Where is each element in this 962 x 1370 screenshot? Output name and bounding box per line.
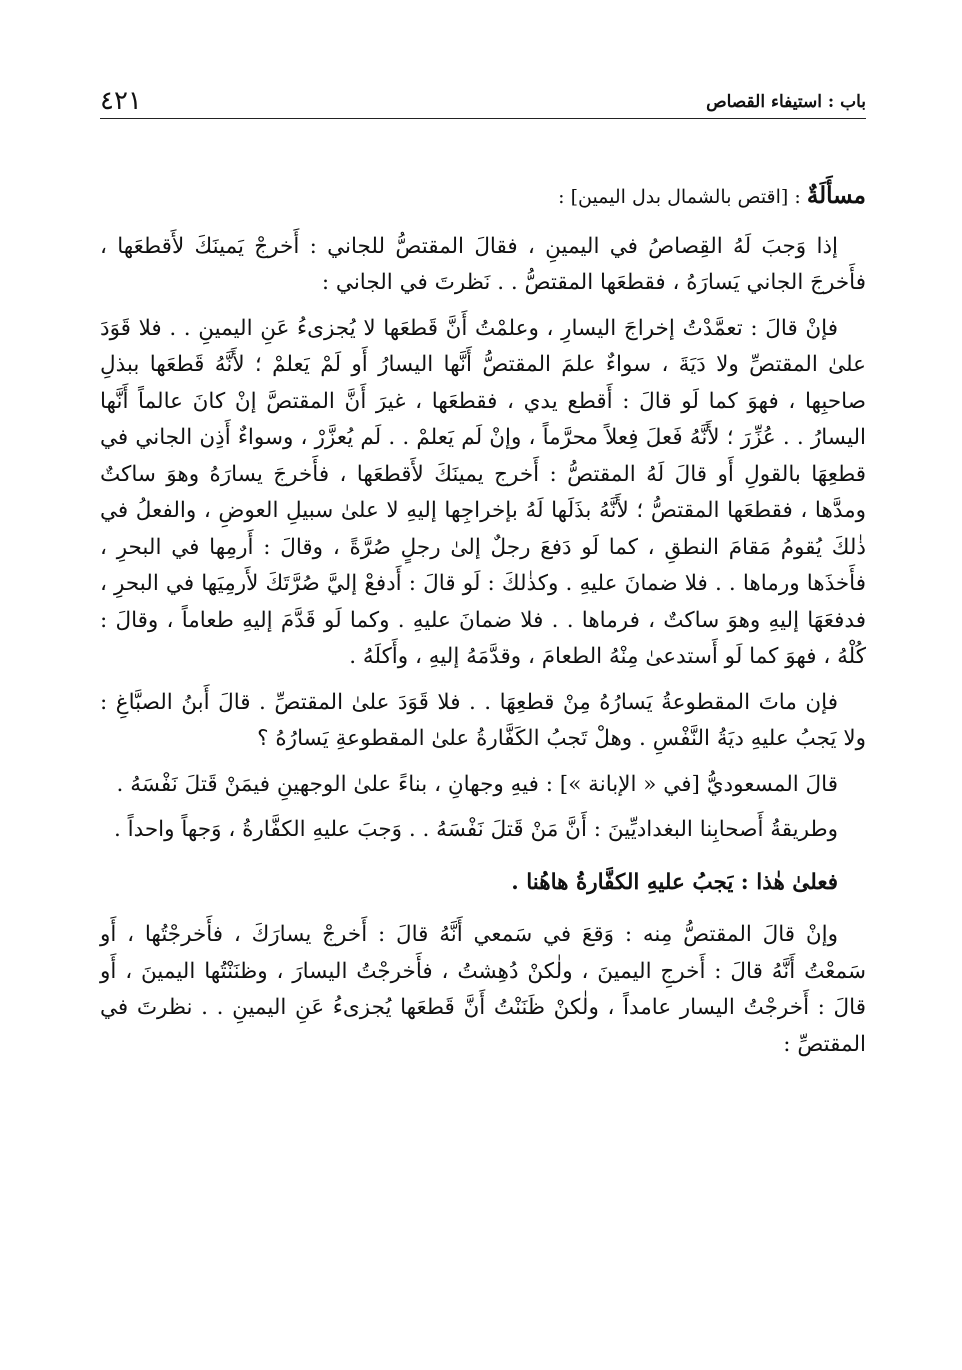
page-number: ٤٢١ [100,86,142,116]
paragraph-4: قالَ المسعوديُّ [في « الإبانة »] : فيهِ وجهانِ ، بناءً علىٰ الوجهينِ فيمَنْ قَتلَ نَفْسَهُ . [116,771,838,797]
page-body [100,178,866,1072]
section-title [100,178,866,216]
paragraph-3: فإن ماتَ المقطوعةُ يَسارُهُ مِنْ قطعِهَا . . فلا قَوَدَ علىٰ المقتصِّ . قالَ أَبنُ الصبَّاغِ : ولا يَجبُ عليهِ ديَةُ النَّفْسِ . وهلْ تَجبُ الكَفَّارةُ علىٰ المقطوعةِ يَسارُهُ ؟ [100,689,866,751]
paragraph-5: وطريقةُ أَصحابِنا البغداديِّينَ : أَنَّ مَنْ قَتلَ نَفْسَهُ . . وَجبَ عليهِ الكفَّارةُ ، وَجهاً واحداً . [113,817,838,842]
section-title-label: مسأَلَةٌ [806,182,866,209]
section-title-rest: : [اقتص بالشمال بدل اليمين] : [558,186,807,208]
running-head: باب : استيفاء القصاص [706,92,866,112]
book-page [100,0,866,1370]
paragraph-2: فإنْ قالَ : تعمَّدْتُ إخراجَ اليسارِ ، وعلمْتُ أَنَّ قَطعَها لا يُجزىءُ عَنِ اليمينِ . . فلا قَوَدَ علىٰ المقتصِّ ولا دَيَةَ ، سواءٌ علمَ المقتصُّ أَنَّها اليسارُ أَو لَمْ يَعلمْ ؛ لأَنَّهُ قَطعَها ببذلِ صاحبِها ، فهوَ كما لَو قالَ : أَقطع يدي ، فقطعَها ، غيرَ أَنَّ المقتصَّ إنْ كانَ عالماً أَنَّها اليسارُ . . عُزِّرَ ؛ لأَنَّهُ فَعلَ فِعلاً محرَّماً ، وإنْ لَم يَعلمْ . . لَم يُعزَّرْ ، وسواءٌ أَذِن الجاني في قطعِهَا بالقولِ أَو قالَ لَهُ المقتصُّ : أَخرج يمينَكَ لأَقطعَها ، فأَخرجَ يسارَهُ وهوَ ساكتٌ ومدَّها ، فقطعَها المقتصُّ ؛ لأَنَّهُ بذَلَها لَهُ بإخراجِها إليهِ لا علىٰ سبيلِ العوضِ ، والفعلُ في ذٰلكَ يُقومُ مَقامَ النطقِ ، كما لَو دَفعَ رجلٌ إلىٰ رجلٍ صُرَّةً ، وقالَ : أَرمِها في البحرِ ، فأَخذَها ورماها . . فلا ضمانَ عليهِ . وكذٰلكَ : لَو قالَ : أَدفعْ إليَّ صُرَّتَكَ لأَرمِيَها في البحرِ ، فدفعَهَا إليهِ وهوَ ساكتٌ ، فرماها . . فلا ضمانَ عليهِ . وكما لَو قَدَّمَ إليهِ طعاماً ، وقالَ : كُلْهُ ، فهوَ كما لَو أَستدعىٰ مِنْهُ الطعامَ ، وقدَّمَهُ إليهِ ، وأَكلَهُ . [100,315,866,669]
paragraph-1: إذا وَجبَ لَهُ القِصاصُ في اليمينِ ، فقالَ المقتصُّ للجاني : أَخرجْ يَمينَكَ لأَقطعَها ، فأَخرجَ الجاني يَسارَهُ ، فقطعَها المقتصُّ . . نَظرتَ في الجاني : [100,233,866,295]
page-header [100,80,866,119]
paragraph-6: فعلىٰ هٰذا : يَجبُ عليهِ الكفَّارةُ هاهُنا . [511,869,838,895]
paragraph-7: وإنْ قالَ المقتصُّ مِنه : وَقعَ في سَمعي أَنَّهُ قالَ : أَخرجْ يسارَكَ ، فأَخرجْتُها ، أَو سَمعْتُ أَنَّهُ قالَ : أَخرجِ اليمينَ ، ولٰكنْ دُهِشتُ ، فأَخرجْتُ اليسارَ ، وظنَنْتُها اليمينَ ، أَو قالَ : أَخرجْتُ اليسار عامداً ، ولٰكنْ ظَنَنْتُ أَنَّ قَطعَها يُجزىءُ عَنِ اليمينِ . . نظرتَ في المقتصِّ : [100,922,866,1057]
